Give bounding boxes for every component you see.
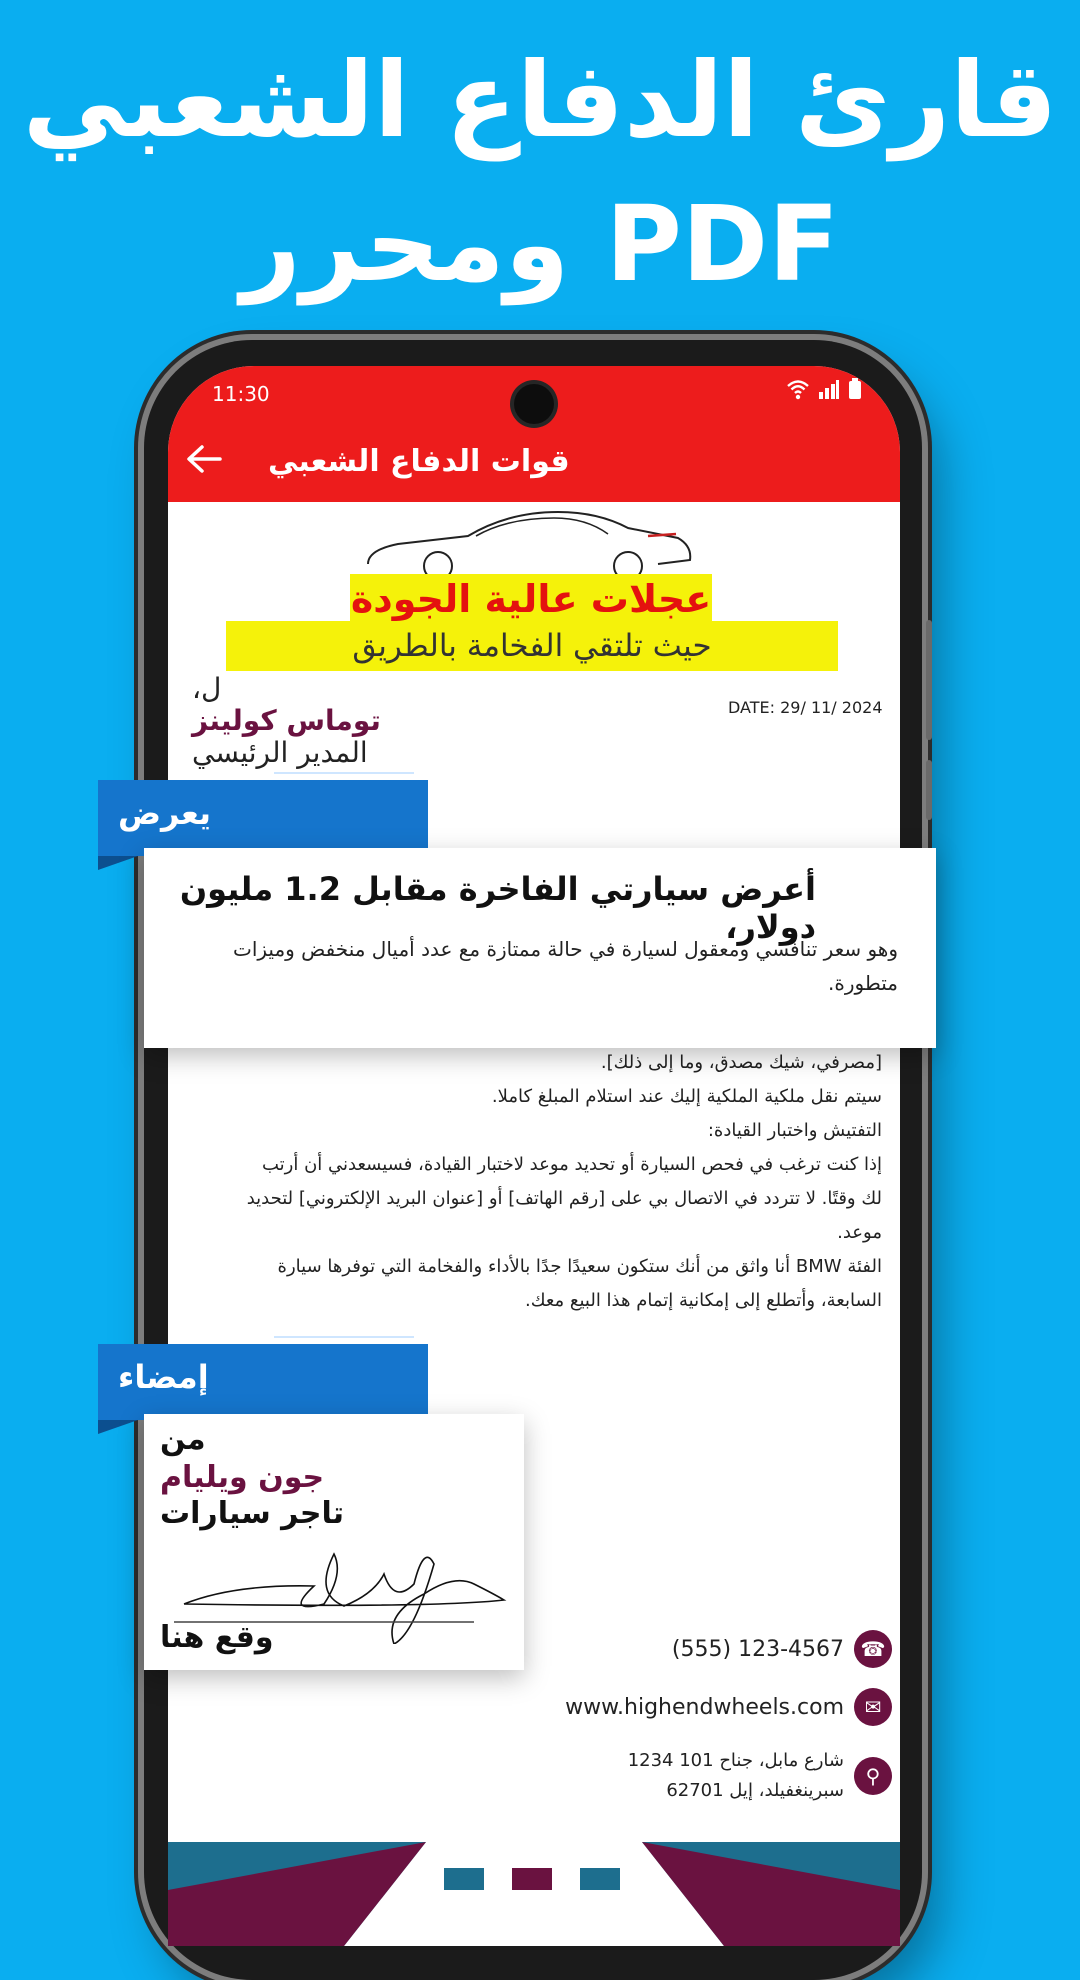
tag-accent-line bbox=[274, 1336, 414, 1338]
location-pin-icon: ⚲ bbox=[854, 1757, 892, 1795]
address-line1: شارع مابل، جناح 101 1234 bbox=[627, 1750, 844, 1771]
status-time: 11:30 bbox=[212, 382, 270, 406]
recipient-prefix: ل، bbox=[192, 672, 222, 705]
contact-phone-text: (555) 123-4567 bbox=[671, 1636, 844, 1662]
recipient-name: توماس كولينز bbox=[192, 704, 381, 737]
contact-address-text bbox=[628, 1746, 844, 1806]
body-line: التفتيش واختبار القيادة: bbox=[707, 1120, 882, 1141]
document-body bbox=[192, 1046, 882, 1318]
phone-icon: ☎ bbox=[854, 1630, 892, 1668]
signal-icon bbox=[818, 378, 840, 406]
document-date: DATE: 29/ 11/ 2024 bbox=[728, 698, 883, 717]
contact-website bbox=[565, 1688, 892, 1726]
offer-tag-fold bbox=[98, 856, 138, 870]
phone-volume-button bbox=[926, 760, 932, 820]
body-line: سيتم نقل ملكية الملكية إليك عند استلام المبلغ كاملا. bbox=[491, 1086, 882, 1107]
app-bar-title: قوات الدفاع الشعبي bbox=[268, 444, 570, 479]
signer-name: جون ويليام bbox=[160, 1460, 325, 1495]
contact-website-text: www.highendwheels.com bbox=[565, 1694, 844, 1720]
front-camera bbox=[514, 384, 554, 424]
body-line: موعد. bbox=[837, 1222, 882, 1243]
contact-address bbox=[628, 1746, 892, 1806]
car-illustration bbox=[358, 506, 698, 576]
body-line: الفئة BMW أنا واثق من أنك ستكون سعيدًا جدًا بالأداء والفخامة التي توفرها سيارة bbox=[277, 1256, 882, 1277]
offer-callout-card bbox=[144, 848, 936, 1048]
wifi-icon bbox=[786, 378, 810, 406]
offer-body: وهو سعر تنافسي ومعقول لسيارة في حالة ممتازة مع عدد أميال منخفض وميزات متطورة. bbox=[232, 937, 898, 995]
sign-here-label[interactable]: وقع هنا bbox=[160, 1620, 274, 1655]
signature-tag-label: إمضاء bbox=[118, 1358, 209, 1396]
offer-callout-tag bbox=[98, 780, 428, 856]
document-subtitle: حيث تلتقي الفخامة بالطريق bbox=[226, 621, 838, 671]
body-line: إذا كنت ترغب في فحص السيارة أو تحديد موعد لاختبار القيادة، فسيسعدني أن أرتب bbox=[261, 1154, 882, 1175]
body-line: لك وقتًا. لا تتردد في الاتصال بي على [رقم الهاتف] أو [عنوان البريد الإلكتروني] لتحديد bbox=[246, 1188, 882, 1209]
offer-tag-label: يعرض bbox=[118, 794, 212, 832]
recipient-title: المدير الرئيسي bbox=[192, 736, 368, 769]
signature-tag-fold bbox=[98, 1420, 138, 1434]
document-footer-decoration bbox=[168, 1842, 900, 1946]
promo-headline-line1: قارئ الدفاع الشعبي bbox=[22, 39, 1058, 161]
offer-heading: أعرض سيارتي الفاخرة مقابل 1.2 مليون دولار، bbox=[179, 870, 816, 946]
document-title: عجلات عالية الجودة bbox=[350, 574, 712, 624]
email-icon: ✉ bbox=[854, 1688, 892, 1726]
body-line: السابعة، وأتطلع إلى إمكانية إتمام هذا البيع معك. bbox=[524, 1290, 882, 1311]
phone-power-button bbox=[926, 620, 932, 740]
promo-headline-line2: PDF ومحرر bbox=[240, 183, 840, 305]
signer-role: تاجر سيارات bbox=[160, 1496, 344, 1531]
battery-icon bbox=[848, 378, 862, 406]
signature-callout-card bbox=[144, 1414, 524, 1670]
contact-phone bbox=[672, 1630, 892, 1668]
address-line2: سبرينغفيلد، إيل 62701 bbox=[666, 1780, 844, 1801]
tag-accent-line bbox=[274, 772, 414, 774]
back-arrow-icon[interactable] bbox=[184, 442, 224, 482]
body-line: [مصرفي، شيك مصدق، وما إلى ذلك]. bbox=[600, 1052, 882, 1073]
status-icons bbox=[786, 378, 862, 406]
signature-from-label: من bbox=[160, 1422, 206, 1457]
phone-screen bbox=[168, 366, 900, 1946]
signature-callout-tag bbox=[98, 1344, 428, 1420]
app-header bbox=[168, 366, 900, 502]
